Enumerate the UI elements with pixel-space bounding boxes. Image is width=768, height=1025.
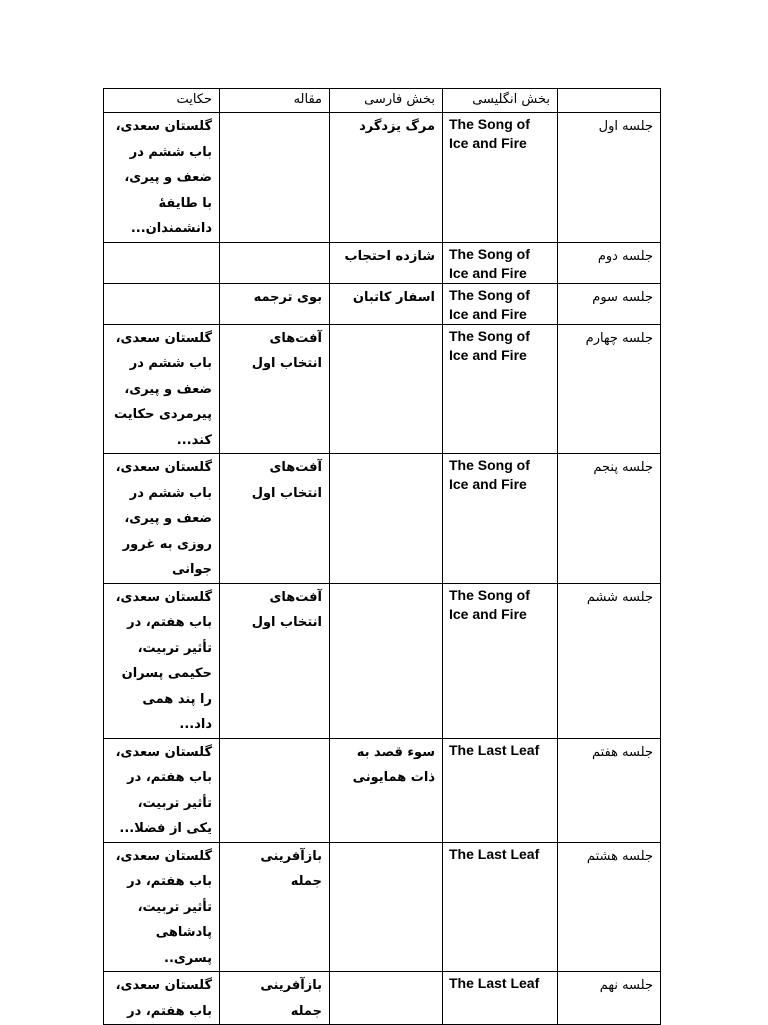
article-cell: بوی ترجمه xyxy=(220,283,330,324)
table-row xyxy=(104,324,661,454)
english-cell: The Song of Ice and Fire xyxy=(443,583,558,738)
story-cell xyxy=(104,283,220,324)
story-cell: گلستان سعدی، باب ششم در ضعف و پیری، با طایفهٔ دانشمندان... xyxy=(104,113,220,243)
story-cell: گلستان سعدی، باب هفتم، در تأثیر تربیت، حکیمی پسران را پند همی داد... xyxy=(104,583,220,738)
story-cell: گلستان سعدی، باب ششم در ضعف و پیری، روزی به غرور جوانی xyxy=(104,454,220,584)
session-cell: جلسه هشتم xyxy=(558,842,661,972)
header-persian: بخش فارسی xyxy=(330,89,443,113)
english-cell: The Song of Ice and Fire xyxy=(443,242,558,283)
session-cell: جلسه اول xyxy=(558,113,661,243)
article-cell: آفت‌های انتخاب اول xyxy=(220,324,330,454)
persian-cell xyxy=(330,454,443,584)
english-cell: The Song of Ice and Fire xyxy=(443,113,558,243)
session-cell: جلسه ششم xyxy=(558,583,661,738)
persian-cell: اسفار کاتبان xyxy=(330,283,443,324)
article-cell xyxy=(220,113,330,243)
english-cell: The Song of Ice and Fire xyxy=(443,454,558,584)
english-cell: The Song of Ice and Fire xyxy=(443,324,558,454)
persian-cell xyxy=(330,583,443,738)
english-cell: The Song of Ice and Fire xyxy=(443,283,558,324)
persian-cell: شازده احتجاب xyxy=(330,242,443,283)
syllabus-body xyxy=(104,89,661,1025)
story-cell: گلستان سعدی، باب هفتم، در xyxy=(104,972,220,1025)
table-row xyxy=(104,842,661,972)
article-cell: آفت‌های انتخاب اول xyxy=(220,583,330,738)
session-cell: جلسه پنجم xyxy=(558,454,661,584)
table-row xyxy=(104,738,661,842)
session-cell: جلسه چهارم xyxy=(558,324,661,454)
table-row xyxy=(104,242,661,283)
persian-cell xyxy=(330,324,443,454)
article-cell: بازآفرینی جمله xyxy=(220,972,330,1025)
story-cell: گلستان سعدی، باب هفتم، در تأثیر تربیت، یکی از فضلا... xyxy=(104,738,220,842)
article-cell xyxy=(220,738,330,842)
story-cell: گلستان سعدی، باب هفتم، در تأثیر تربیت، پادشاهی پسری.. xyxy=(104,842,220,972)
syllabus-table xyxy=(103,88,661,1025)
table-row xyxy=(104,454,661,584)
article-cell xyxy=(220,242,330,283)
persian-cell xyxy=(330,972,443,1025)
article-cell: آفت‌های انتخاب اول xyxy=(220,454,330,584)
session-cell: جلسه دوم xyxy=(558,242,661,283)
english-cell: The Last Leaf xyxy=(443,842,558,972)
header-session xyxy=(558,89,661,113)
story-cell xyxy=(104,242,220,283)
table-row xyxy=(104,583,661,738)
session-cell: جلسه نهم xyxy=(558,972,661,1025)
header-article: مقاله xyxy=(220,89,330,113)
session-cell: جلسه سوم xyxy=(558,283,661,324)
table-row xyxy=(104,283,661,324)
persian-cell xyxy=(330,842,443,972)
header-english: بخش انگلیسی xyxy=(443,89,558,113)
table-row xyxy=(104,972,661,1025)
persian-cell: سوء قصد به ذات همایونی xyxy=(330,738,443,842)
article-cell: بازآفرینی جمله xyxy=(220,842,330,972)
persian-cell: مرگ یزدگرد xyxy=(330,113,443,243)
header-row xyxy=(104,89,661,113)
english-cell: The Last Leaf xyxy=(443,972,558,1025)
table-row xyxy=(104,113,661,243)
session-cell: جلسه هفتم xyxy=(558,738,661,842)
header-story: حکایت xyxy=(104,89,220,113)
story-cell: گلستان سعدی، باب ششم در ضعف و پیری، پیرمردی حکایت کند... xyxy=(104,324,220,454)
english-cell: The Last Leaf xyxy=(443,738,558,842)
